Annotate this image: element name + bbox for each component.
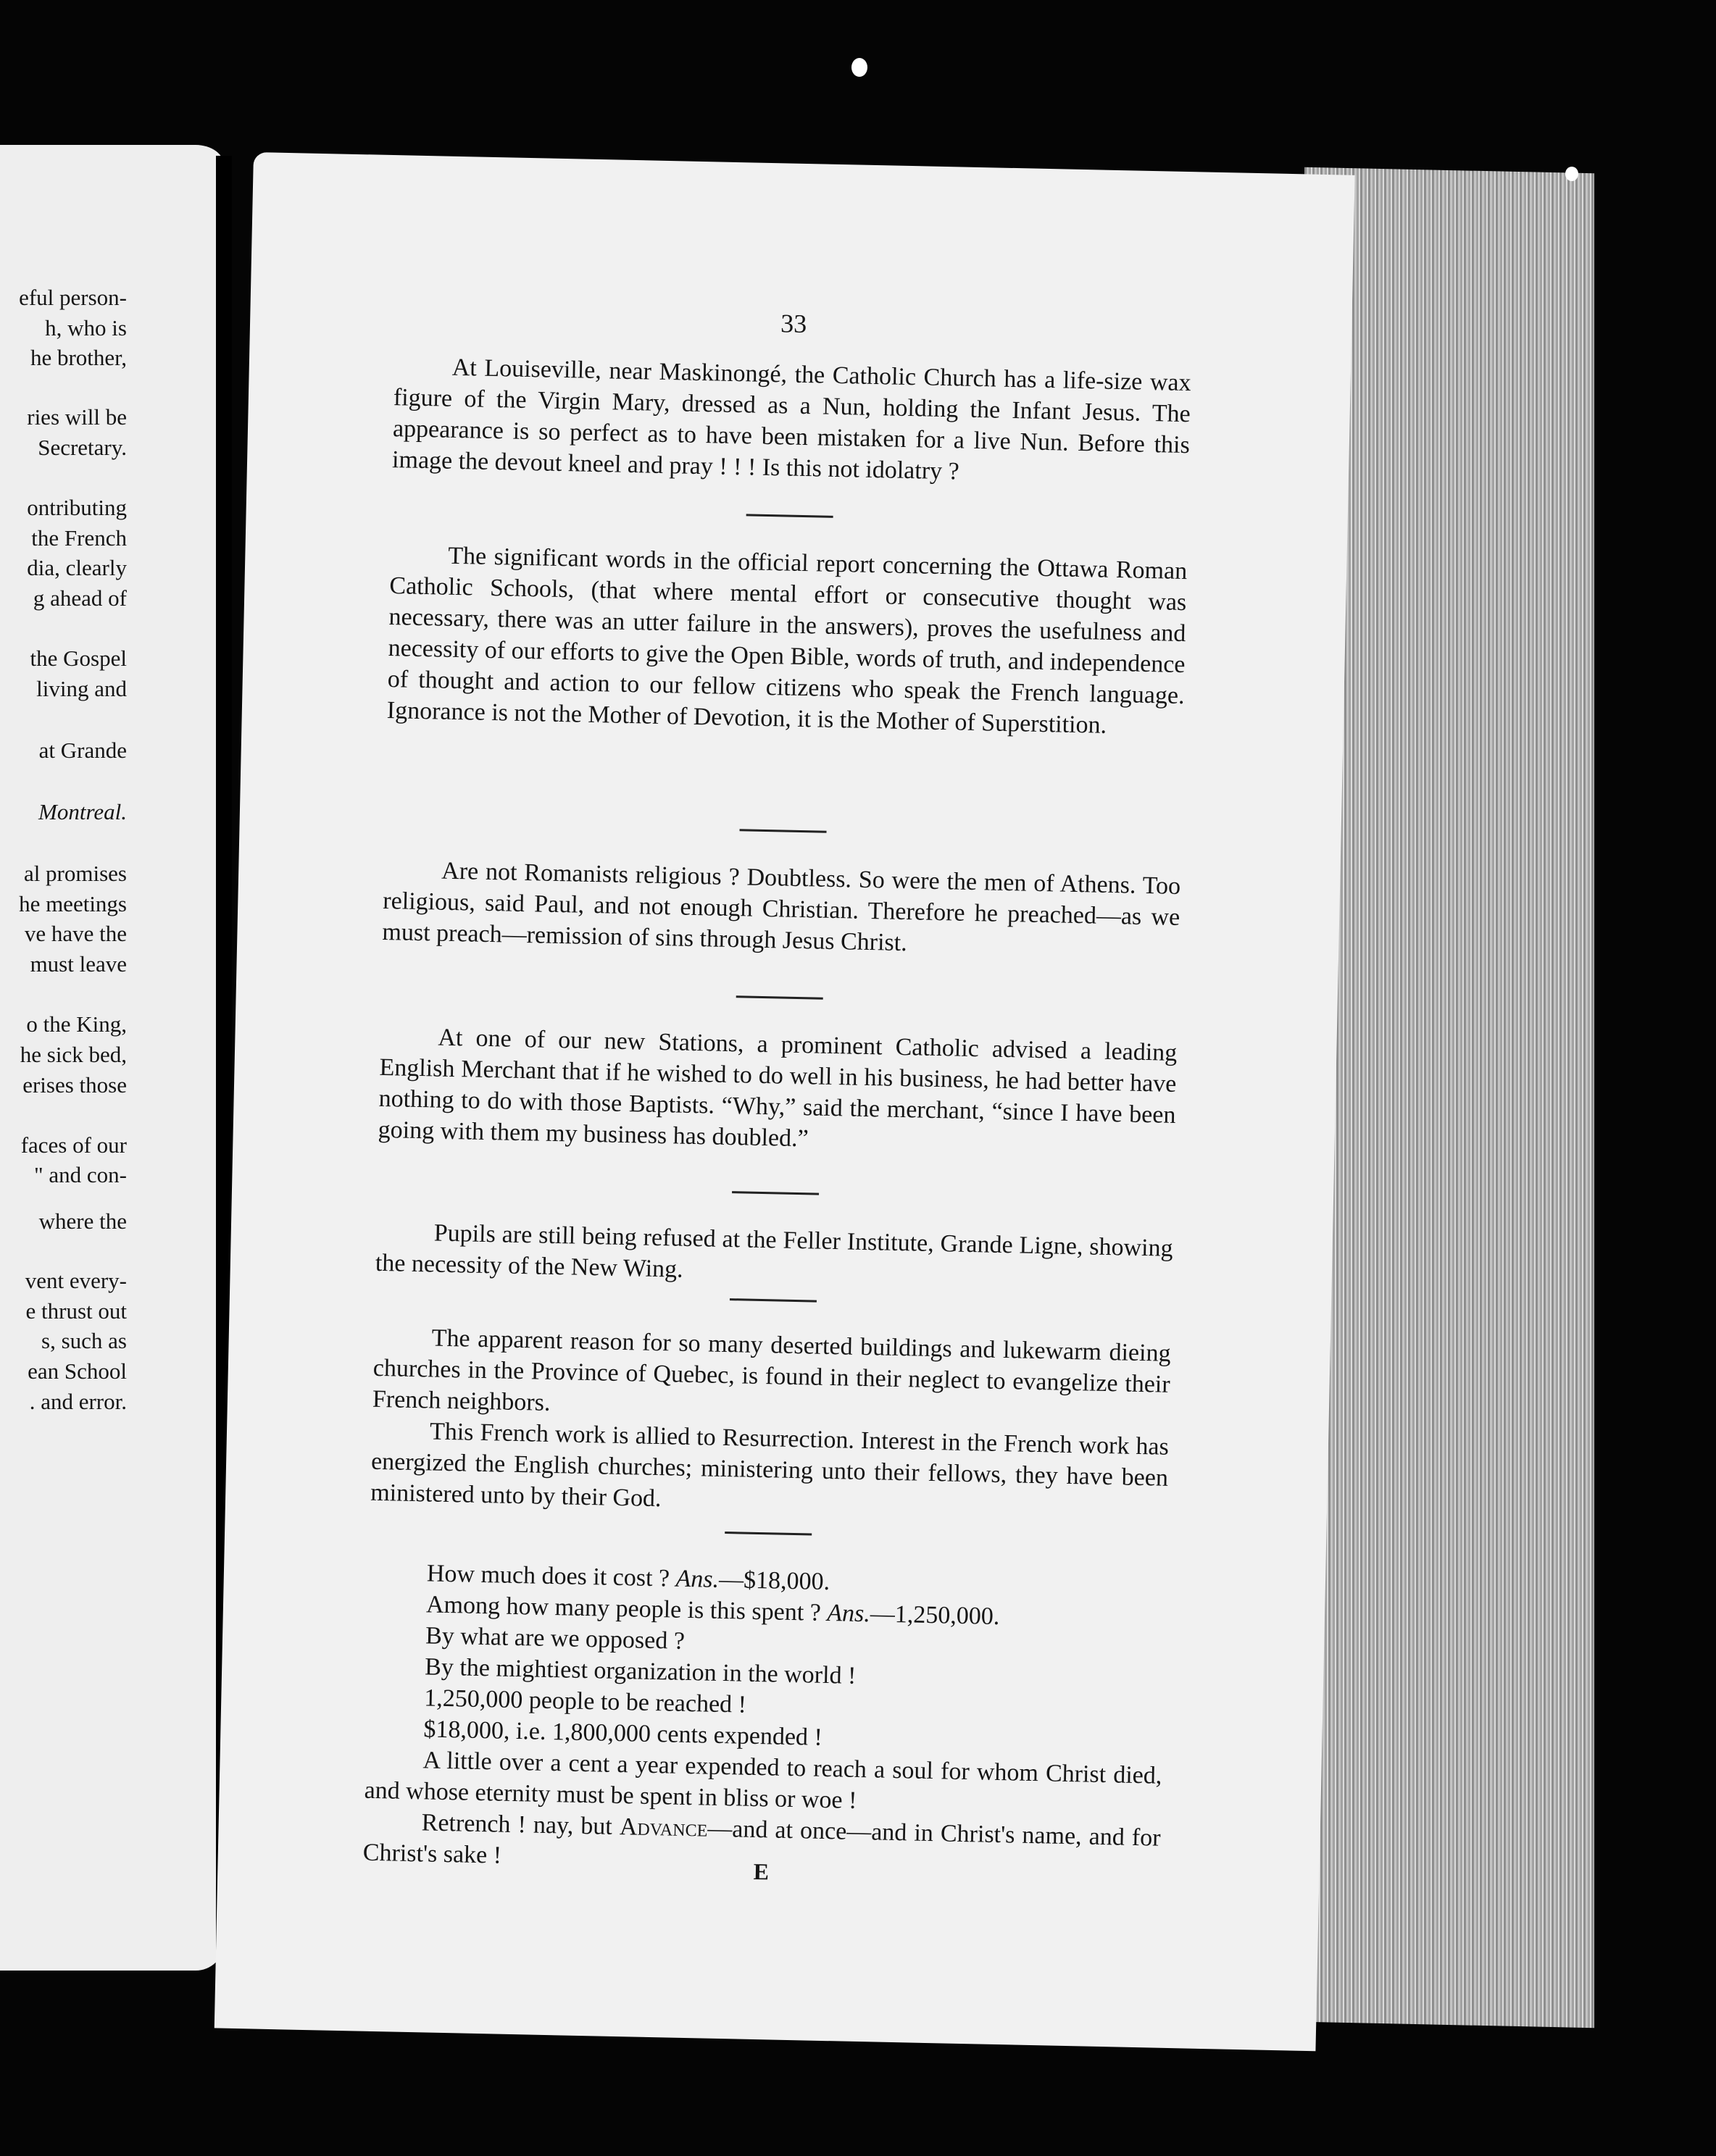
section-rule (730, 1298, 817, 1303)
left-page-line: vent every- (25, 1268, 127, 1293)
section-rule (736, 995, 823, 1000)
left-page-line: h, who is (45, 315, 127, 340)
paragraph-romanists: Are not Romanists religious ? Doubtless. So were the men of Athens. Too religious, said Paul, and not enough Christian. Therefore he preached—as we must preach—remission of sins through Jesus Christ. (382, 857, 1181, 957)
left-page-line: o the King, (26, 1011, 127, 1037)
film-speck (1565, 167, 1578, 181)
page-number: 33 (780, 309, 807, 339)
cost-summary: How much does it cost ? Ans.—$18,000. Among how many people is this spent ? Ans.—1,250,000. By what are we opposed ? By the mightiest organization in the world ! 1,250,000 people to be reached ! $18,000, i.e. 1,800,000 cents expended ! A little over a cent a year expended to reach a soul for whom Christ died, and whose eternity must be spent in bliss or woe ! Retrench ! nay, but Advance—and at once—and in Christ's name, and for Christ's sake ! (362, 1560, 1162, 1869)
section-rule (746, 514, 833, 518)
left-page-line: the Gospel (30, 645, 127, 671)
paragraph-wax-figure: At Louiseville, near Maskinongé, the Catholic Church has a life-size wax figure of the Virgin Mary, dressed as a Nun, holding the Infant Jesus. The appearance is so perfect as to have been mistaken for a live Nun. Before this image the devout kneel and pray ! ! ! Is this not idolatry ? (391, 354, 1191, 485)
left-page-line: dia, clearly (27, 555, 127, 580)
left-page-line: the French (31, 525, 127, 551)
left-page-line: al promises (23, 861, 127, 886)
left-page-line: " and con- (34, 1162, 127, 1187)
paragraph-deserted-buildings: The apparent reason for so many deserted buildings and lukewarm dieing churches in the Province of Quebec, is found in their neglect to evangelize their French neighbors. This French work is allied to Resurrection. Interest in the French work has energized the English churches; ministering unto their fellows, they have been ministered unto by their God. (370, 1324, 1171, 1513)
left-page-line: at Grande (38, 738, 127, 763)
left-page-line: erises those (22, 1072, 127, 1098)
section-rule (725, 1532, 812, 1536)
main-page (214, 152, 1355, 2051)
film-speck (851, 58, 867, 77)
left-page-line: living and (36, 676, 127, 701)
left-page-line: g ahead of (33, 585, 127, 611)
left-page-line: he brother, (30, 345, 127, 370)
left-page-line: he sick bed, (20, 1042, 127, 1067)
left-page-line: must leave (30, 951, 127, 977)
left-page-line: he meetings (19, 891, 127, 916)
left-page-line: faces of our (20, 1132, 127, 1158)
paragraph-feller-institute: Pupils are still being refused at the Feller Institute, Grande Ligne, showing the necessity of the New Wing. (375, 1219, 1173, 1283)
left-page-line: ries will be (27, 404, 127, 430)
left-page-line: eful person- (19, 285, 127, 310)
left-page-line: ontributing (27, 495, 127, 520)
paragraph-merchant: At one of our new Stations, a prominent Catholic advised a leading English Merchant that if he wished to do well in his business, he had better have nothing to do with those Baptists. “Why,” said the merchant, “since I have been going with them my business has doubled.” (378, 1024, 1178, 1153)
left-page-line: e thrust out (25, 1298, 127, 1324)
left-facing-page (0, 145, 225, 1971)
section-rule (732, 1191, 819, 1195)
paragraph-ottawa-schools: The significant words in the official report concerning the Ottawa Roman Catholic Schools, (that where mental effort or consecutive thought was necessary, there was an utter failure in the answers), proves the usefulness and necessity of our efforts to give the Open Bible, words of truth, and independence of thought and action to our fellow citizens who speak the French language. Ignorance is not the Mother of Devotion, it is the Mother of Superstition. (386, 542, 1188, 739)
left-page-line: where the (38, 1208, 127, 1234)
left-page-line: ean School (28, 1358, 127, 1384)
signature-mark: E (753, 1858, 770, 1885)
left-page-line: . and error. (29, 1389, 127, 1414)
left-page-line: s, such as (41, 1328, 127, 1353)
left-page-line: Secretary. (38, 435, 127, 460)
section-rule (740, 829, 827, 833)
left-page-line: ve have the (24, 921, 127, 946)
left-page-line: Montreal. (38, 799, 127, 824)
